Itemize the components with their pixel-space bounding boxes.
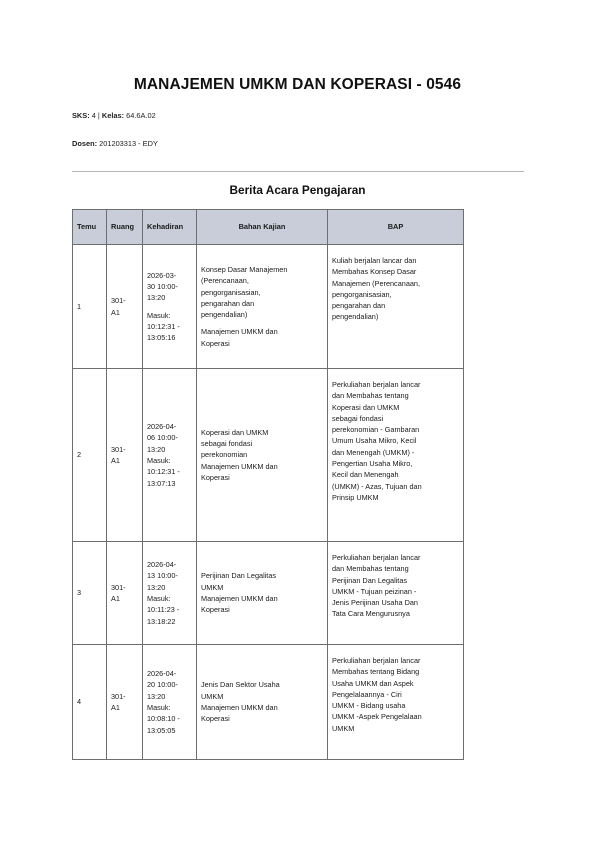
cell-bap-line: Jenis Perijinan Usaha Dan: [332, 598, 418, 608]
cell-bap-line: Kuliah berjalan lancar dan: [332, 256, 417, 265]
cell-bap-line: Perkuliahan berjalan lancar: [332, 380, 421, 389]
divider: [72, 171, 524, 172]
header-ruang: Ruang: [107, 210, 143, 245]
cell-bahan-kajian-line: Manajemen UMKM dan: [201, 594, 278, 603]
sks-value: 4: [91, 111, 96, 120]
kelas-value: 64.6A.02: [126, 111, 156, 120]
cell-bap-line: Prinsip UMKM: [332, 492, 379, 502]
cell-bahan-kajian-line: Konsep Dasar Manajemen: [201, 264, 288, 274]
cell-ruang-line: 301-: [111, 691, 126, 701]
cell-bap-line: perekonomian - Gambaran: [332, 425, 420, 435]
cell-bap-line: pengorganisasian,: [332, 289, 392, 299]
cell-bap: [328, 245, 464, 369]
sks-label: SKS:: [72, 111, 90, 120]
cell-kehadiran-line: 13:20: [147, 293, 166, 303]
cell-bap-line: pengarahan dan: [332, 301, 386, 311]
cell-kehadiran-line: 10:08:10 -: [147, 714, 180, 724]
cell-kehadiran-line: 13:18:22: [147, 616, 176, 626]
dosen-label: Dosen:: [72, 139, 98, 148]
cell-kehadiran-line: Masuk:: [147, 594, 171, 603]
cell-bahan-kajian-line: perekonomian: [201, 450, 248, 460]
meta-separator: |: [97, 111, 100, 120]
cell-bahan-kajian-line: sebagai fondasi: [201, 439, 253, 449]
cell-bahan-kajian-line: Koperasi: [201, 338, 230, 348]
course-meta: [72, 111, 156, 120]
cell-kehadiran-line: Masuk:: [147, 310, 171, 320]
cell-bahan-kajian-line: Koperasi dan UMKM: [201, 427, 269, 437]
cell-bap-line: Pengertian Usaha Mikro,: [332, 459, 413, 469]
cell-kehadiran: [143, 245, 197, 369]
cell-bahan-kajian-line: pengendalian): [201, 310, 248, 320]
cell-bap: [328, 645, 464, 760]
cell-bahan-kajian-line: Manajemen UMKM dan: [201, 327, 278, 337]
cell-ruang-line: 301-: [111, 296, 126, 306]
cell-bahan-kajian: [197, 645, 328, 760]
cell-kehadiran-line: 13:20: [147, 691, 166, 701]
cell-kehadiran-line: 06 10:00-: [147, 433, 178, 443]
cell-bap-line: Pengelalaannya - Ciri: [332, 689, 402, 699]
table-row: [73, 542, 464, 645]
cell-bahan-kajian-line: UMKM: [201, 691, 224, 701]
cell-kehadiran-line: 2026-04-: [147, 560, 177, 570]
cell-kehadiran: [143, 645, 197, 760]
cell-kehadiran-line: 10:11:23 -: [147, 605, 180, 615]
cell-kehadiran-line: 2026-03-: [147, 270, 177, 280]
cell-kehadiran-line: 13 10:00-: [147, 571, 178, 581]
cell-bahan-kajian-line: Manajemen UMKM dan: [201, 703, 278, 712]
cell-temu: 3: [73, 542, 107, 645]
lecturer-meta: [72, 139, 158, 148]
cell-bap-line: UMKM: [332, 723, 355, 733]
cell-bahan-kajian-line: (Perencanaan,: [201, 276, 249, 286]
cell-temu: 2: [73, 369, 107, 542]
cell-kehadiran-line: 10:12:31 -: [147, 467, 180, 477]
cell-bahan-kajian-line: UMKM: [201, 582, 224, 592]
cell-ruang: [107, 645, 143, 760]
cell-ruang-line: A1: [111, 456, 120, 465]
cell-ruang: [107, 542, 143, 645]
cell-kehadiran-line: Masuk:: [147, 703, 171, 712]
cell-kehadiran-line: 13:07:13: [147, 478, 176, 488]
section-title: Berita Acara Pengajaran: [229, 183, 366, 197]
cell-bap-line: dan Membahas tentang: [332, 564, 409, 574]
cell-bap-line: pengendalian): [332, 312, 379, 322]
cell-bap-line: Usaha UMKM dan Aspek: [332, 678, 414, 688]
cell-bap-line: Perijinan Dan Legalitas: [332, 575, 408, 585]
cell-kehadiran-line: 30 10:00-: [147, 281, 178, 291]
cell-bap-line: Perkuliahan berjalan lancar: [332, 656, 421, 665]
cell-ruang: [107, 369, 143, 542]
cell-bap-line: UMKM -Aspek Pengelalaan: [332, 712, 422, 722]
table-row: [73, 245, 464, 369]
cell-bahan-kajian-line: Koperasi: [201, 605, 230, 615]
cell-bap-line: (UMKM) - Azas, Tujuan dan: [332, 481, 422, 491]
cell-kehadiran-line: 13:20: [147, 444, 166, 454]
cell-bahan-kajian-line: Koperasi: [201, 472, 230, 482]
cell-temu: 1: [73, 245, 107, 369]
header-bap: BAP: [328, 210, 464, 245]
page-title: MANAJEMEN UMKM DAN KOPERASI - 0546: [133, 76, 462, 93]
cell-kehadiran-line: 13:05:05: [147, 725, 176, 735]
cell-bap-line: Kecil dan Menengah: [332, 470, 399, 480]
dosen-value: 201203313 - EDY: [99, 139, 158, 148]
cell-kehadiran-line: Masuk:: [147, 456, 171, 465]
cell-bahan-kajian-line: pengarahan dan: [201, 298, 255, 308]
cell-ruang-line: A1: [111, 594, 120, 603]
cell-ruang-line: 301-: [111, 444, 126, 454]
cell-bap-line: dan Menengah (UMKM) -: [332, 447, 415, 457]
bap-table: [72, 209, 464, 760]
cell-kehadiran-line: 2026-04-: [147, 422, 177, 432]
cell-bahan-kajian-line: Perijinan Dan Legalitas: [201, 571, 277, 581]
cell-temu: 4: [73, 645, 107, 760]
cell-bahan-kajian-line: Manajemen UMKM dan: [201, 461, 278, 471]
header-kehadiran: Kehadiran: [143, 210, 197, 245]
cell-bahan-kajian-line: pengorganisasian,: [201, 287, 261, 297]
header-temu: Temu: [73, 210, 107, 245]
cell-bap-line: Koperasi dan UMKM: [332, 402, 400, 412]
kelas-label: Kelas:: [101, 111, 125, 120]
cell-kehadiran: [143, 369, 197, 542]
cell-bap-line: sebagai fondasi: [332, 413, 384, 423]
cell-bap-line: dan Membahas tentang: [332, 391, 409, 401]
cell-bahan-kajian: [197, 542, 328, 645]
cell-bap-line: UMKM - Tujuan peizinan -: [332, 586, 417, 596]
cell-bap-line: Membahas Konsep Dasar: [332, 267, 417, 277]
cell-bap-line: Manajemen (Perencanaan,: [332, 278, 421, 288]
cell-ruang: [107, 245, 143, 369]
cell-bap-line: Membahas tentang Bidang: [332, 667, 420, 677]
cell-bahan-kajian: [197, 369, 328, 542]
cell-bap-line: Tata Cara Mengurusnya: [332, 609, 410, 619]
cell-kehadiran-line: 13:05:16: [147, 333, 176, 343]
table-header-row: [73, 210, 464, 245]
header-bahan-kajian: Bahan Kajian: [197, 210, 328, 245]
table-row: [73, 645, 464, 760]
cell-kehadiran-line: 2026-04-: [147, 669, 177, 679]
cell-ruang-line: A1: [111, 307, 120, 317]
table-body: [73, 245, 464, 760]
cell-bahan-kajian-line: Koperasi: [201, 714, 230, 724]
cell-bahan-kajian-line: Jenis Dan Sektor Usaha: [201, 680, 280, 690]
cell-bap: [328, 542, 464, 645]
cell-bahan-kajian: [197, 245, 328, 369]
table-row: [73, 369, 464, 542]
cell-kehadiran-line: 20 10:00-: [147, 680, 178, 690]
cell-bap-line: UMKM - Bidang usaha: [332, 701, 406, 711]
cell-bap-line: Umum Usaha Mikro, Kecil: [332, 436, 417, 446]
cell-ruang-line: 301-: [111, 582, 126, 592]
cell-kehadiran-line: 10:12:31 -: [147, 321, 180, 331]
cell-ruang-line: A1: [111, 703, 120, 712]
cell-bap-line: Perkuliahan berjalan lancar: [332, 553, 421, 562]
cell-bap: [328, 369, 464, 542]
cell-kehadiran-line: 13:20: [147, 582, 166, 592]
cell-kehadiran: [143, 542, 197, 645]
